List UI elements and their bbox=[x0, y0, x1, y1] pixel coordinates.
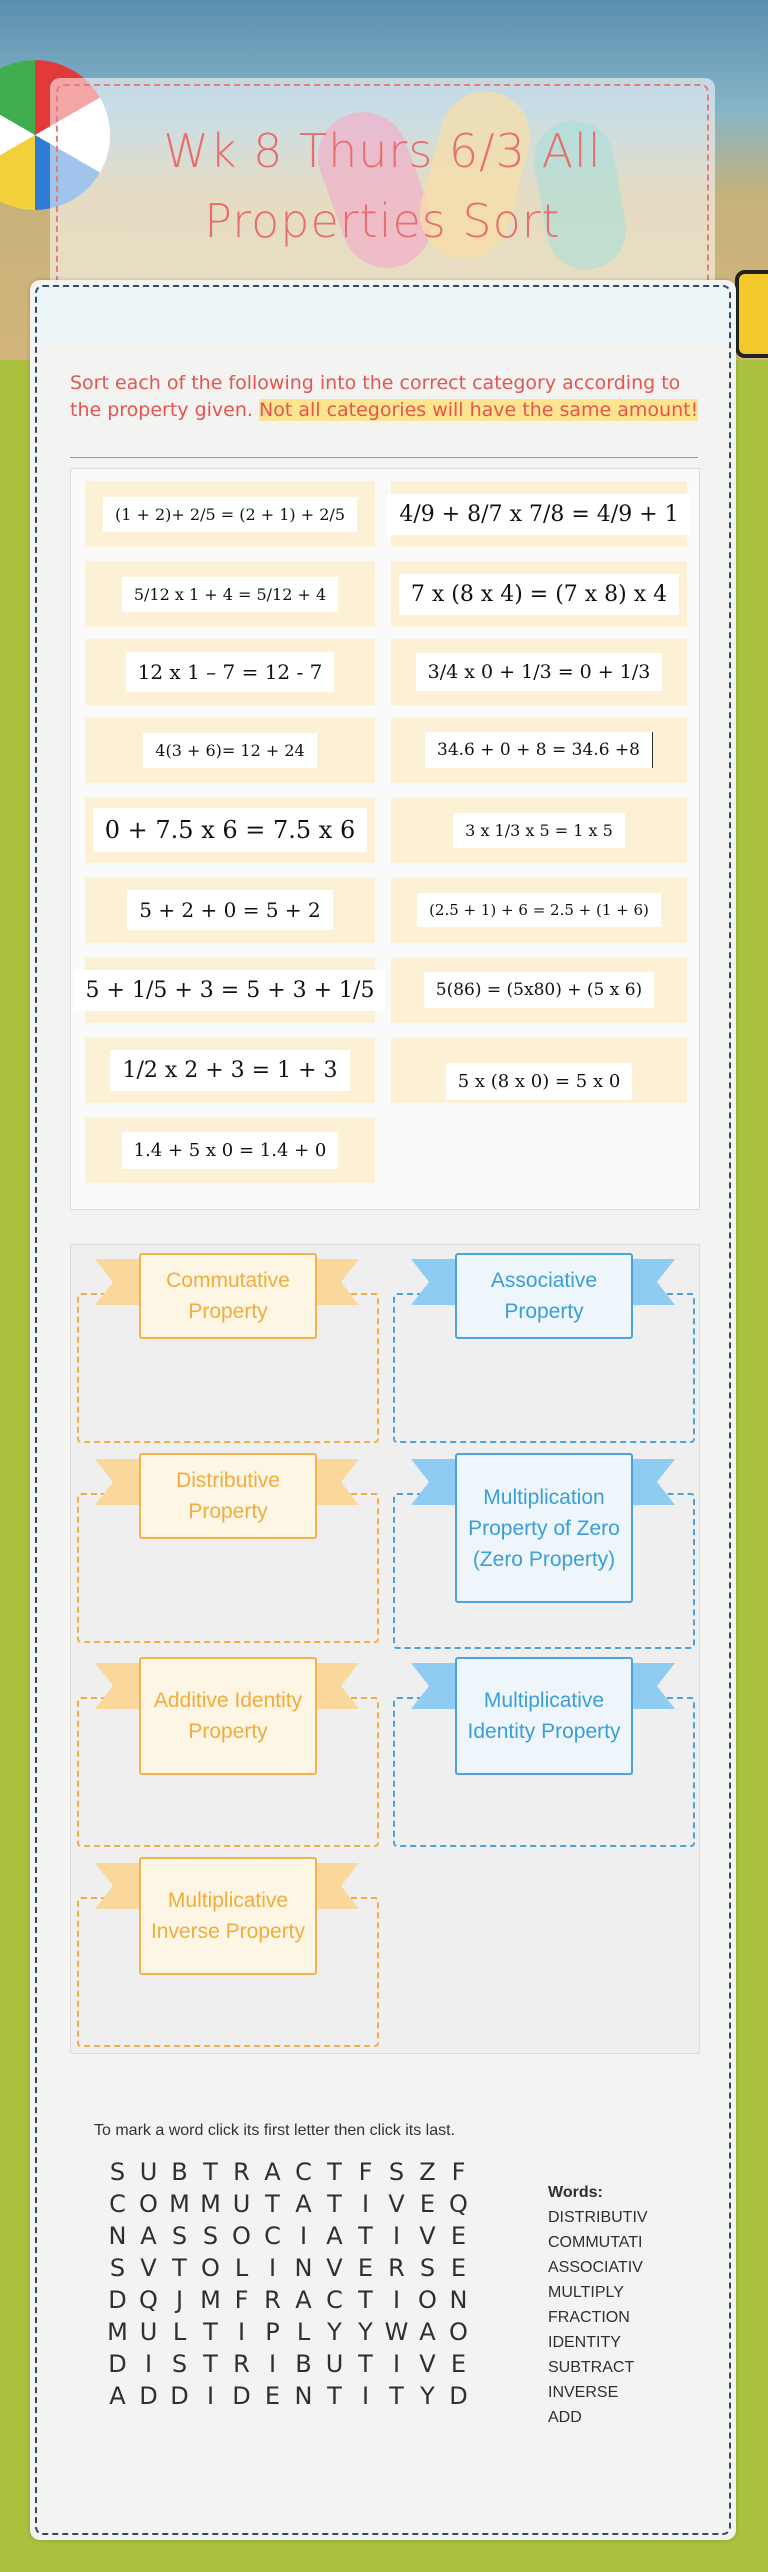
wordsearch-letter[interactable]: C bbox=[295, 2158, 312, 2186]
wordsearch-letter[interactable]: E bbox=[450, 2254, 467, 2282]
wordsearch-letter[interactable]: E bbox=[357, 2254, 374, 2282]
wordsearch-letter[interactable]: B bbox=[295, 2350, 312, 2378]
sort-card[interactable] bbox=[391, 561, 687, 627]
sort-card-label: 5 + 2 + 0 = 5 + 2 bbox=[127, 890, 333, 930]
wordsearch-letter[interactable]: C bbox=[326, 2286, 343, 2314]
sort-card-label: 34.6 + 0 + 8 = 34.6 +8 bbox=[425, 732, 653, 768]
wordsearch-letter[interactable]: U bbox=[325, 2350, 344, 2378]
sort-card-label: 3/4 x 0 + 1/3 = 0 + 1/3 bbox=[416, 653, 663, 691]
sort-card[interactable] bbox=[85, 957, 375, 1023]
wordsearch-letter[interactable]: I bbox=[299, 2222, 308, 2250]
word-list-header: Words: bbox=[548, 2184, 603, 2201]
wordsearch-letter[interactable]: S bbox=[202, 2222, 219, 2250]
sort-card-label: 4(3 + 6)= 12 + 24 bbox=[143, 733, 316, 768]
wordsearch-letter[interactable]: D bbox=[449, 2382, 468, 2410]
word-list bbox=[548, 2180, 668, 2430]
category-banner bbox=[455, 1453, 633, 1603]
wordsearch-letter[interactable]: L bbox=[296, 2318, 311, 2346]
wordsearch-letter[interactable]: T bbox=[327, 2382, 342, 2410]
category-label: Commutative Property bbox=[166, 1269, 290, 1323]
instructions-highlight: Not all categories will have the same amount! bbox=[259, 399, 699, 421]
wordsearch-letter[interactable]: I bbox=[237, 2318, 246, 2346]
wordsearch-letter[interactable]: T bbox=[327, 2158, 342, 2186]
sort-card[interactable] bbox=[85, 481, 375, 547]
wordsearch-letter[interactable]: A bbox=[326, 2222, 343, 2250]
sort-card[interactable] bbox=[391, 639, 687, 705]
wordsearch-letter[interactable]: O bbox=[418, 2286, 437, 2314]
wordsearch-letter[interactable]: J bbox=[175, 2286, 184, 2314]
wordsearch-letter[interactable]: A bbox=[264, 2158, 281, 2186]
sort-card[interactable] bbox=[391, 717, 687, 783]
sort-card[interactable] bbox=[85, 1037, 375, 1103]
category-banner bbox=[139, 1657, 317, 1775]
sort-card-label: 3 x 1/3 x 5 = 1 x 5 bbox=[453, 813, 625, 848]
sort-card-label: (1 + 2)+ 2/5 = (2 + 1) + 2/5 bbox=[103, 497, 357, 532]
wordsearch-letter[interactable]: V bbox=[419, 2222, 436, 2250]
category-banner bbox=[455, 1657, 633, 1775]
wordsearch-letter[interactable]: I bbox=[268, 2254, 277, 2282]
wordsearch-letter[interactable]: C bbox=[109, 2190, 126, 2218]
sort-card-label: 4/9 + 8/7 x 7/8 = 4/9 + 1 bbox=[387, 494, 690, 535]
wordsearch-letter[interactable]: T bbox=[358, 2350, 373, 2378]
wordsearch-letter[interactable]: E bbox=[450, 2350, 467, 2378]
wordsearch-letter[interactable]: V bbox=[140, 2254, 157, 2282]
wordsearch-letter[interactable]: D bbox=[232, 2382, 251, 2410]
wordsearch-letter[interactable]: I bbox=[361, 2382, 370, 2410]
category-label: Additive Identity Property bbox=[153, 1689, 303, 1743]
wordsearch-letter[interactable]: V bbox=[388, 2190, 405, 2218]
wordsearch-letter[interactable]: M bbox=[200, 2190, 221, 2218]
word-list-item: SUBTRACT bbox=[548, 2359, 635, 2376]
sort-card[interactable] bbox=[85, 561, 375, 627]
wordsearch-row bbox=[102, 2222, 474, 2254]
wordsearch-letter[interactable]: N bbox=[108, 2222, 127, 2250]
sunglasses-image bbox=[735, 270, 768, 358]
wordsearch-letter[interactable]: I bbox=[361, 2190, 370, 2218]
wordsearch-letter[interactable]: T bbox=[389, 2382, 404, 2410]
sort-card[interactable] bbox=[85, 1117, 375, 1183]
wordsearch-letter[interactable]: A bbox=[295, 2286, 312, 2314]
category-banner bbox=[139, 1453, 317, 1539]
wordsearch-letter[interactable]: T bbox=[172, 2254, 187, 2282]
wordsearch-letter[interactable]: D bbox=[108, 2350, 127, 2378]
wordsearch-letter[interactable]: A bbox=[109, 2382, 126, 2410]
word-list-item: ADD bbox=[548, 2409, 582, 2426]
sort-card-label: 5/12 x 1 + 4 = 5/12 + 4 bbox=[122, 577, 338, 612]
wordsearch-letter[interactable]: F bbox=[234, 2286, 249, 2314]
wordsearch-letter[interactable]: R bbox=[233, 2350, 250, 2378]
wordsearch-letter[interactable]: S bbox=[171, 2350, 188, 2378]
wordsearch-letter[interactable]: E bbox=[264, 2382, 281, 2410]
page-title-line: Wk 8 Thurs 6/3 All bbox=[163, 124, 602, 178]
wordsearch-letter[interactable]: I bbox=[144, 2350, 153, 2378]
wordsearch-letter[interactable]: O bbox=[201, 2254, 220, 2282]
wordsearch-letter[interactable]: T bbox=[203, 2318, 218, 2346]
wordsearch-letter[interactable]: E bbox=[419, 2190, 436, 2218]
wordsearch-letter[interactable]: E bbox=[450, 2222, 467, 2250]
word-list-item: IDENTITY bbox=[548, 2334, 621, 2351]
wordsearch-letter[interactable]: A bbox=[419, 2318, 436, 2346]
divider bbox=[70, 457, 698, 458]
wordsearch-letter[interactable]: S bbox=[419, 2254, 436, 2282]
wordsearch-row bbox=[102, 2158, 474, 2190]
wordsearch-letter[interactable]: F bbox=[358, 2158, 373, 2186]
sort-card[interactable] bbox=[391, 797, 687, 863]
wordsearch-letter[interactable]: W bbox=[384, 2318, 409, 2346]
sort-card-label: 1/2 x 2 + 3 = 1 + 3 bbox=[110, 1050, 349, 1091]
wordsearch-letter[interactable]: V bbox=[419, 2350, 436, 2378]
wordsearch-letter[interactable]: S bbox=[109, 2158, 126, 2186]
wordsearch-letter[interactable]: T bbox=[203, 2350, 218, 2378]
wordsearch-row bbox=[102, 2190, 474, 2222]
wordsearch-letter[interactable]: R bbox=[388, 2254, 405, 2282]
wordsearch-letter[interactable]: D bbox=[170, 2382, 189, 2410]
wordsearch-letter[interactable]: R bbox=[233, 2158, 250, 2186]
wordsearch-letter[interactable]: S bbox=[171, 2222, 188, 2250]
sort-card[interactable] bbox=[391, 1037, 687, 1103]
category-label: Multiplicative Inverse Property bbox=[150, 1889, 306, 1943]
sort-card-label: 5 x (8 x 0) = 5 x 0 bbox=[446, 1063, 633, 1100]
category-banner bbox=[455, 1253, 633, 1339]
wordsearch-letter[interactable]: P bbox=[265, 2318, 280, 2346]
category-label: Associative Property bbox=[490, 1269, 598, 1323]
wordsearch-letter[interactable]: M bbox=[169, 2190, 190, 2218]
word-list-item: MULTIPLY bbox=[548, 2284, 624, 2301]
wordsearch-letter[interactable]: I bbox=[392, 2286, 401, 2314]
wordsearch-letter[interactable]: I bbox=[392, 2350, 401, 2378]
sort-card-label: 5(86) = (5x80) + (5 x 6) bbox=[424, 972, 654, 1008]
wordsearch-letter[interactable]: S bbox=[388, 2158, 405, 2186]
worksheet-card bbox=[30, 280, 736, 2540]
wordsearch-letter[interactable]: U bbox=[139, 2318, 158, 2346]
category-drop-panel bbox=[70, 1244, 700, 2054]
wordsearch-letter[interactable]: T bbox=[358, 2222, 373, 2250]
wordsearch-letter[interactable]: Q bbox=[449, 2190, 468, 2218]
sort-card-label: 1.4 + 5 x 0 = 1.4 + 0 bbox=[122, 1132, 339, 1169]
wordsearch-letter[interactable]: V bbox=[326, 2254, 343, 2282]
word-list-item: FRACTION bbox=[548, 2309, 630, 2326]
wordsearch-letter[interactable]: I bbox=[392, 2222, 401, 2250]
wordsearch-letter[interactable]: R bbox=[264, 2286, 281, 2314]
wordsearch-row bbox=[102, 2318, 474, 2350]
wordsearch-letter[interactable]: A bbox=[295, 2190, 312, 2218]
wordsearch-letter[interactable]: L bbox=[234, 2254, 249, 2282]
wordsearch-letter[interactable]: O bbox=[449, 2318, 468, 2346]
wordsearch-letter[interactable]: Z bbox=[419, 2158, 436, 2186]
word-list-item: INVERSE bbox=[548, 2384, 619, 2401]
sort-card[interactable] bbox=[391, 957, 687, 1023]
wordsearch-letter[interactable]: O bbox=[232, 2222, 251, 2250]
sort-card-label: (2.5 + 1) + 6 = 2.5 + (1 + 6) bbox=[417, 893, 661, 927]
wordsearch-row bbox=[102, 2286, 474, 2318]
wordsearch-letter[interactable]: C bbox=[264, 2222, 281, 2250]
wordsearch-letter[interactable]: U bbox=[232, 2190, 251, 2218]
wordsearch-letter[interactable]: A bbox=[140, 2222, 157, 2250]
sort-card[interactable] bbox=[85, 797, 375, 863]
wordsearch-letter[interactable]: Q bbox=[139, 2286, 158, 2314]
wordsearch-row bbox=[102, 2350, 474, 2382]
wordsearch-letter[interactable]: O bbox=[139, 2190, 158, 2218]
wordsearch-row bbox=[102, 2382, 474, 2414]
wordsearch-letter[interactable]: B bbox=[171, 2158, 188, 2186]
category-label: Multiplicative Identity Property bbox=[467, 1689, 621, 1743]
wordsearch-letter[interactable]: T bbox=[327, 2190, 342, 2218]
instructions-text: Sort each of the following into the correct category according to the property given. bbox=[70, 372, 681, 421]
page-title-line: Properties Sort bbox=[204, 194, 561, 248]
word-list-item: DISTRIBUTIV bbox=[548, 2209, 648, 2226]
sort-cards-panel bbox=[70, 468, 700, 1210]
category-banner bbox=[139, 1857, 317, 1975]
wordsearch-letter[interactable]: N bbox=[294, 2254, 313, 2282]
wordsearch-row bbox=[102, 2254, 474, 2286]
category-label: Multiplication Property of Zero (Zero Property) bbox=[468, 1485, 620, 1571]
wordsearch-instruction: To mark a word click its first letter then click its last. bbox=[94, 2122, 455, 2139]
wordsearch-letter[interactable]: S bbox=[109, 2254, 126, 2282]
wordsearch-letter[interactable]: M bbox=[200, 2286, 221, 2314]
wordsearch-letter[interactable]: N bbox=[449, 2286, 468, 2314]
sort-card[interactable] bbox=[391, 481, 687, 547]
wordsearch-letter[interactable]: F bbox=[451, 2158, 466, 2186]
sort-card-label: 5 + 1/5 + 3 = 5 + 3 + 1/5 bbox=[74, 970, 387, 1011]
sort-card-label: 12 x 1 – 7 = 12 - 7 bbox=[126, 652, 335, 692]
wordsearch-letter[interactable]: Y bbox=[358, 2318, 373, 2346]
top-band bbox=[37, 287, 729, 342]
sort-card[interactable] bbox=[85, 877, 375, 943]
sort-card-label: 0 + 7.5 x 6 = 7.5 x 6 bbox=[93, 808, 367, 852]
word-list-item: COMMUTATI bbox=[548, 2234, 643, 2251]
sort-card[interactable] bbox=[391, 877, 687, 943]
wordsearch-letter[interactable]: Y bbox=[327, 2318, 342, 2346]
wordsearch-letter[interactable]: T bbox=[358, 2286, 373, 2314]
wordsearch-grid bbox=[102, 2158, 474, 2414]
wordsearch-letter[interactable]: T bbox=[265, 2190, 280, 2218]
word-list-item: ASSOCIATIV bbox=[548, 2259, 643, 2276]
wordsearch-letter[interactable]: D bbox=[139, 2382, 158, 2410]
wordsearch-letter[interactable]: D bbox=[108, 2286, 127, 2314]
category-banner bbox=[139, 1253, 317, 1339]
title-card bbox=[50, 78, 715, 293]
wordsearch-letter[interactable]: I bbox=[206, 2382, 215, 2410]
wordsearch-letter[interactable]: M bbox=[107, 2318, 128, 2346]
wordsearch-letter[interactable]: N bbox=[294, 2382, 313, 2410]
wordsearch-letter[interactable]: Y bbox=[420, 2382, 435, 2410]
sort-card[interactable] bbox=[85, 639, 375, 705]
page-title bbox=[50, 116, 715, 256]
sort-card-label: 7 x (8 x 4) = (7 x 8) x 4 bbox=[399, 574, 679, 615]
wordsearch-letter[interactable]: L bbox=[172, 2318, 187, 2346]
category-label: Distributive Property bbox=[176, 1469, 280, 1523]
wordsearch-letter[interactable]: I bbox=[268, 2350, 277, 2378]
sort-card[interactable] bbox=[85, 717, 375, 783]
wordsearch-letter[interactable]: T bbox=[203, 2158, 218, 2186]
wordsearch-letter[interactable]: U bbox=[139, 2158, 158, 2186]
instructions bbox=[70, 370, 700, 424]
